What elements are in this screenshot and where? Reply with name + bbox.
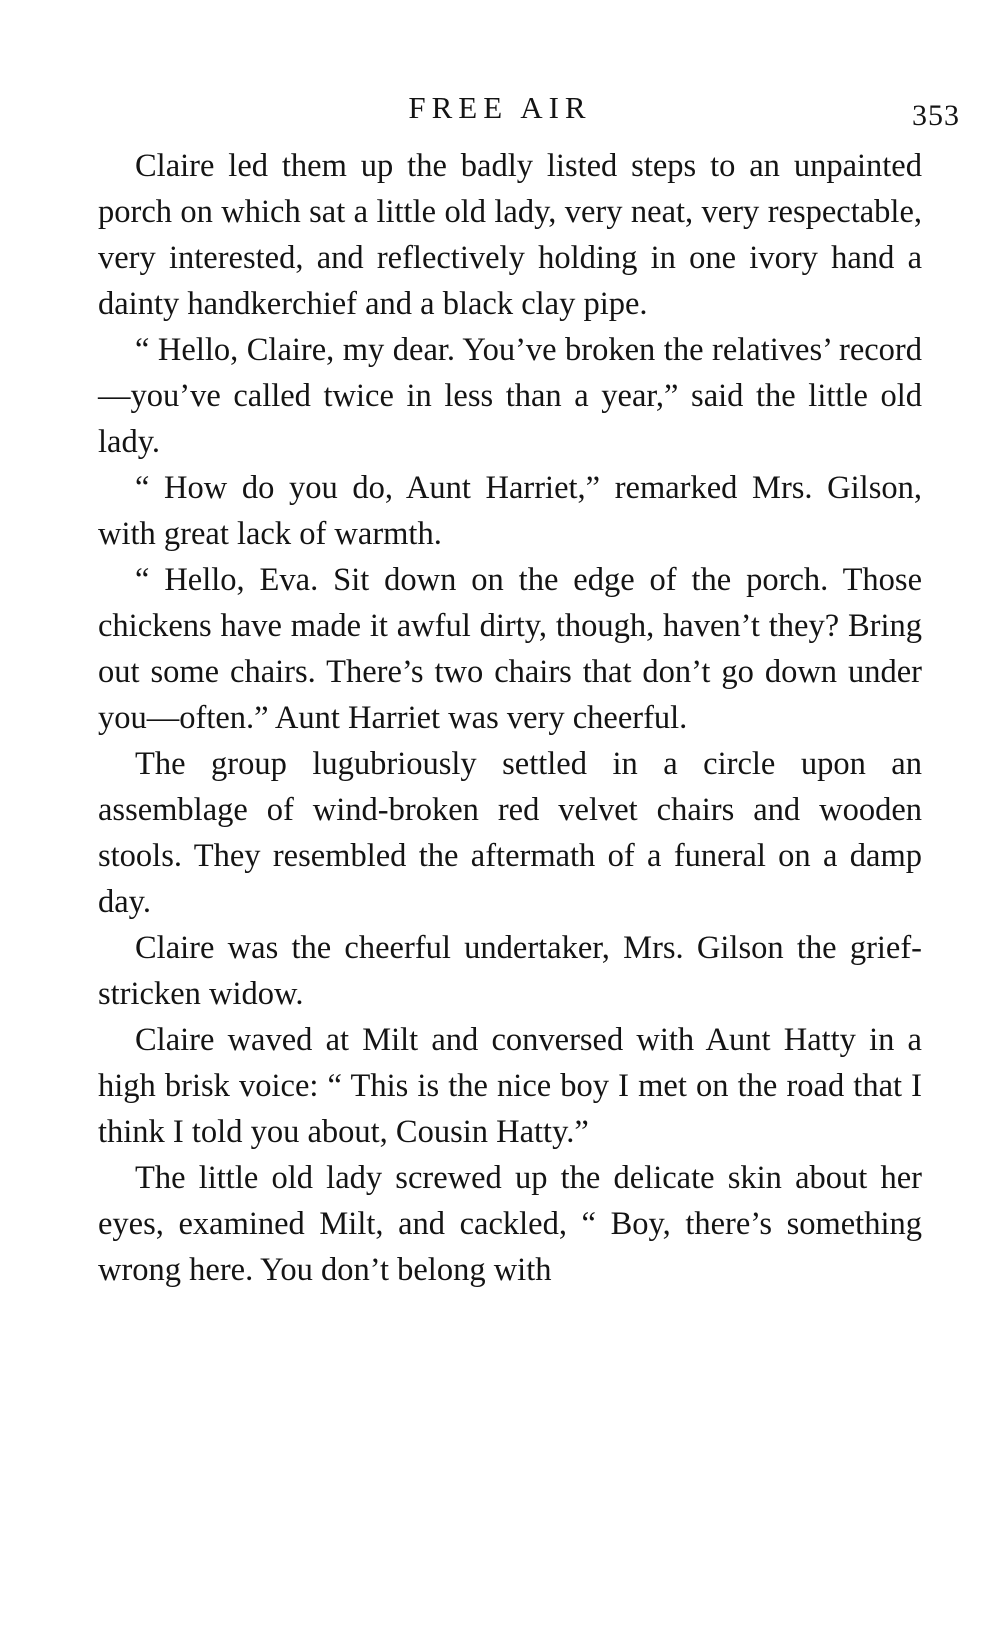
paragraph: Claire waved at Milt and conversed with Aunt Hatty in a high brisk voice: “ This is the nice boy I met on the road that I think I told you about, Cousin Hatty.” (98, 1022, 922, 1150)
paragraph: “ How do you do, Aunt Harriet,” remarked Mrs. Gilson, with great lack of warmth. (98, 470, 922, 552)
paragraph: Claire led them up the badly listed steps to an unpainted porch on which sat a little old lady, very neat, very respectable, very interested, and reflectively holding in one ivory hand a dainty handkerchief and a black clay pipe. (98, 148, 922, 322)
paragraph: The little old lady screwed up the delicate skin about her eyes, examined Milt, and cackled, “ Boy, there’s something wrong here. You don’t belong with (98, 1160, 922, 1288)
body-text (98, 143, 922, 1293)
paragraph: Claire was the cheerful undertaker, Mrs. Gilson the grief-stricken widow. (98, 930, 922, 1012)
page-number: 353 (912, 99, 960, 132)
running-head (0, 88, 1000, 132)
paragraph: The group lugubriously settled in a circle upon an assemblage of wind-broken red velvet chairs and wooden stools. They resembled the aftermath of a funeral on a damp day. (98, 746, 922, 920)
paragraph: “ Hello, Claire, my dear. You’ve broken the relatives’ record—you’ve called twice in less than a year,” said the little old lady. (98, 332, 922, 460)
paragraph: “ Hello, Eva. Sit down on the edge of the porch. Those chickens have made it awful dirty, though, haven’t they? Bring out some chairs. There’s two chairs that don’t go down under you—often.” Aunt Harriet was very cheerful. (98, 562, 922, 736)
running-title: FREE AIR (408, 90, 592, 125)
